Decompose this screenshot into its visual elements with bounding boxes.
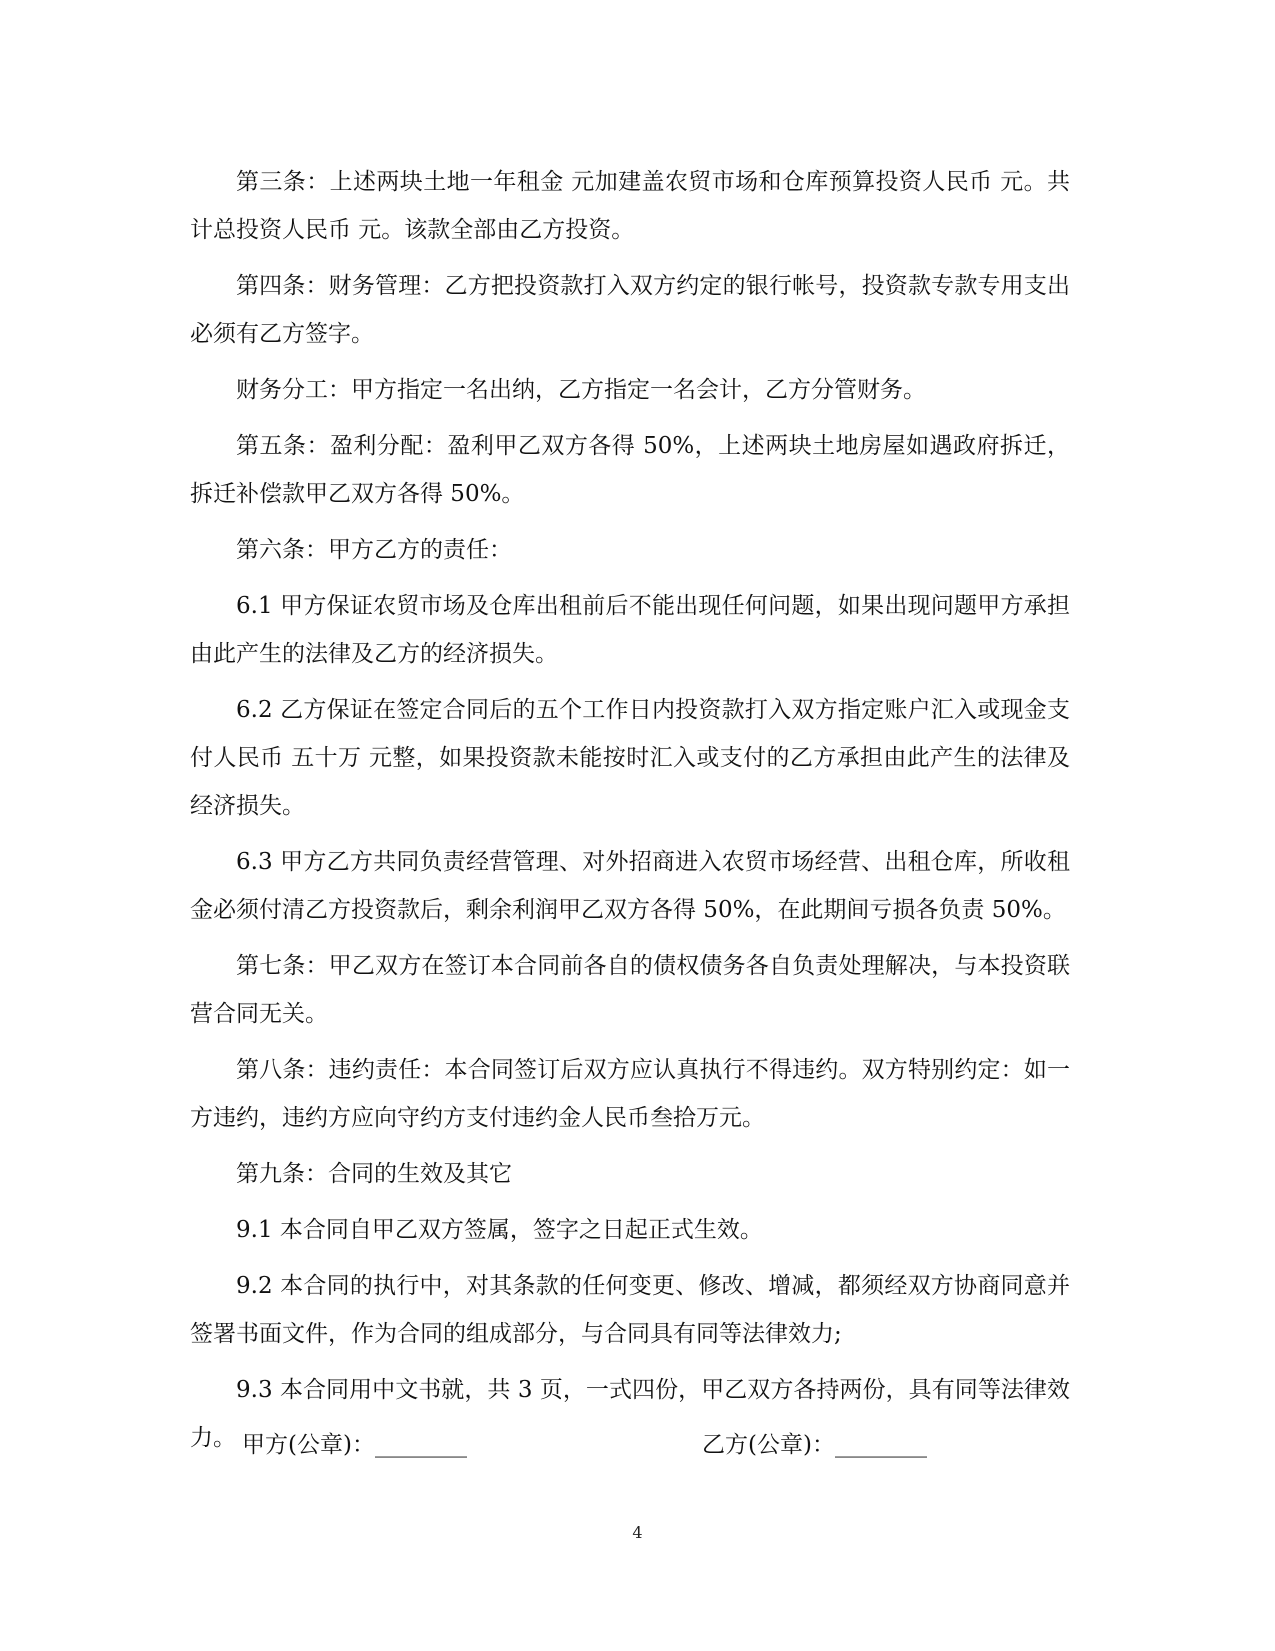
clause-9-3: 9.3 本合同用中文书就，共 3 页，一式四份，甲乙双方各持两份，具有同等法律效力。 [190, 1377, 1070, 1451]
signature-row [242, 1425, 1002, 1465]
party-a-seal-line: 甲方(公章)：________ [242, 1432, 467, 1458]
clause-5-profit-distribution: 第五条：盈利分配：盈利甲乙双方各得 50%，上述两块土地房屋如遇政府拆迁，拆迁补偿款甲乙双方各得 50%。 [190, 433, 1070, 507]
party-b-seal-line: 乙方(公章)：________ [702, 1432, 927, 1458]
clause-3-investment: 第三条：上述两块土地一年租金 元加建盖农贸市场和仓库预算投资人民币 元。共计总投资人民币 元。该款全部由乙方投资。 [190, 169, 1070, 243]
clause-9-2: 9.2 本合同的执行中，对其条款的任何变更、修改、增减，都须经双方协商同意并签署书面文件，作为合同的组成部分，与合同具有同等法律效力; [190, 1273, 1070, 1347]
clause-6-2: 6.2 乙方保证在签定合同后的五个工作日内投资款打入双方指定账户汇入或现金支付人民币 五十万 元整，如果投资款未能按时汇入或支付的乙方承担由此产生的法律及经济损失。 [190, 697, 1070, 819]
clause-6-responsibilities: 第六条：甲方乙方的责任： [236, 537, 512, 563]
clause-9-effectiveness: 第九条：合同的生效及其它 [236, 1161, 512, 1187]
clause-4-finance-management: 第四条：财务管理：乙方把投资款打入双方约定的银行帐号，投资款专款专用支出必须有乙方签字。 [190, 273, 1070, 347]
contract-body [190, 158, 1070, 1470]
clause-6-3: 6.3 甲方乙方共同负责经营管理、对外招商进入农贸市场经营、出租仓库，所收租金必须付清乙方投资款后，剩余利润甲乙双方各得 50%，在此期间亏损各负责 50%。 [190, 849, 1070, 923]
finance-division: 财务分工：甲方指定一名出纳，乙方指定一名会计，乙方分管财务。 [236, 377, 926, 403]
clause-7-debts: 第七条：甲乙双方在签订本合同前各自的债权债务各自负责处理解决，与本投资联营合同无关。 [190, 953, 1070, 1027]
clause-6-1: 6.1 甲方保证农贸市场及仓库出租前后不能出现任何问题，如果出现问题甲方承担由此产生的法律及乙方的经济损失。 [190, 593, 1070, 667]
clause-9-1: 9.1 本合同自甲乙双方签属，签字之日起正式生效。 [236, 1217, 763, 1243]
page-number: 4 [632, 1523, 643, 1542]
clause-8-breach: 第八条：违约责任：本合同签订后双方应认真执行不得违约。双方特别约定：如一方违约，违约方应向守约方支付违约金人民币叁拾万元。 [190, 1057, 1070, 1131]
